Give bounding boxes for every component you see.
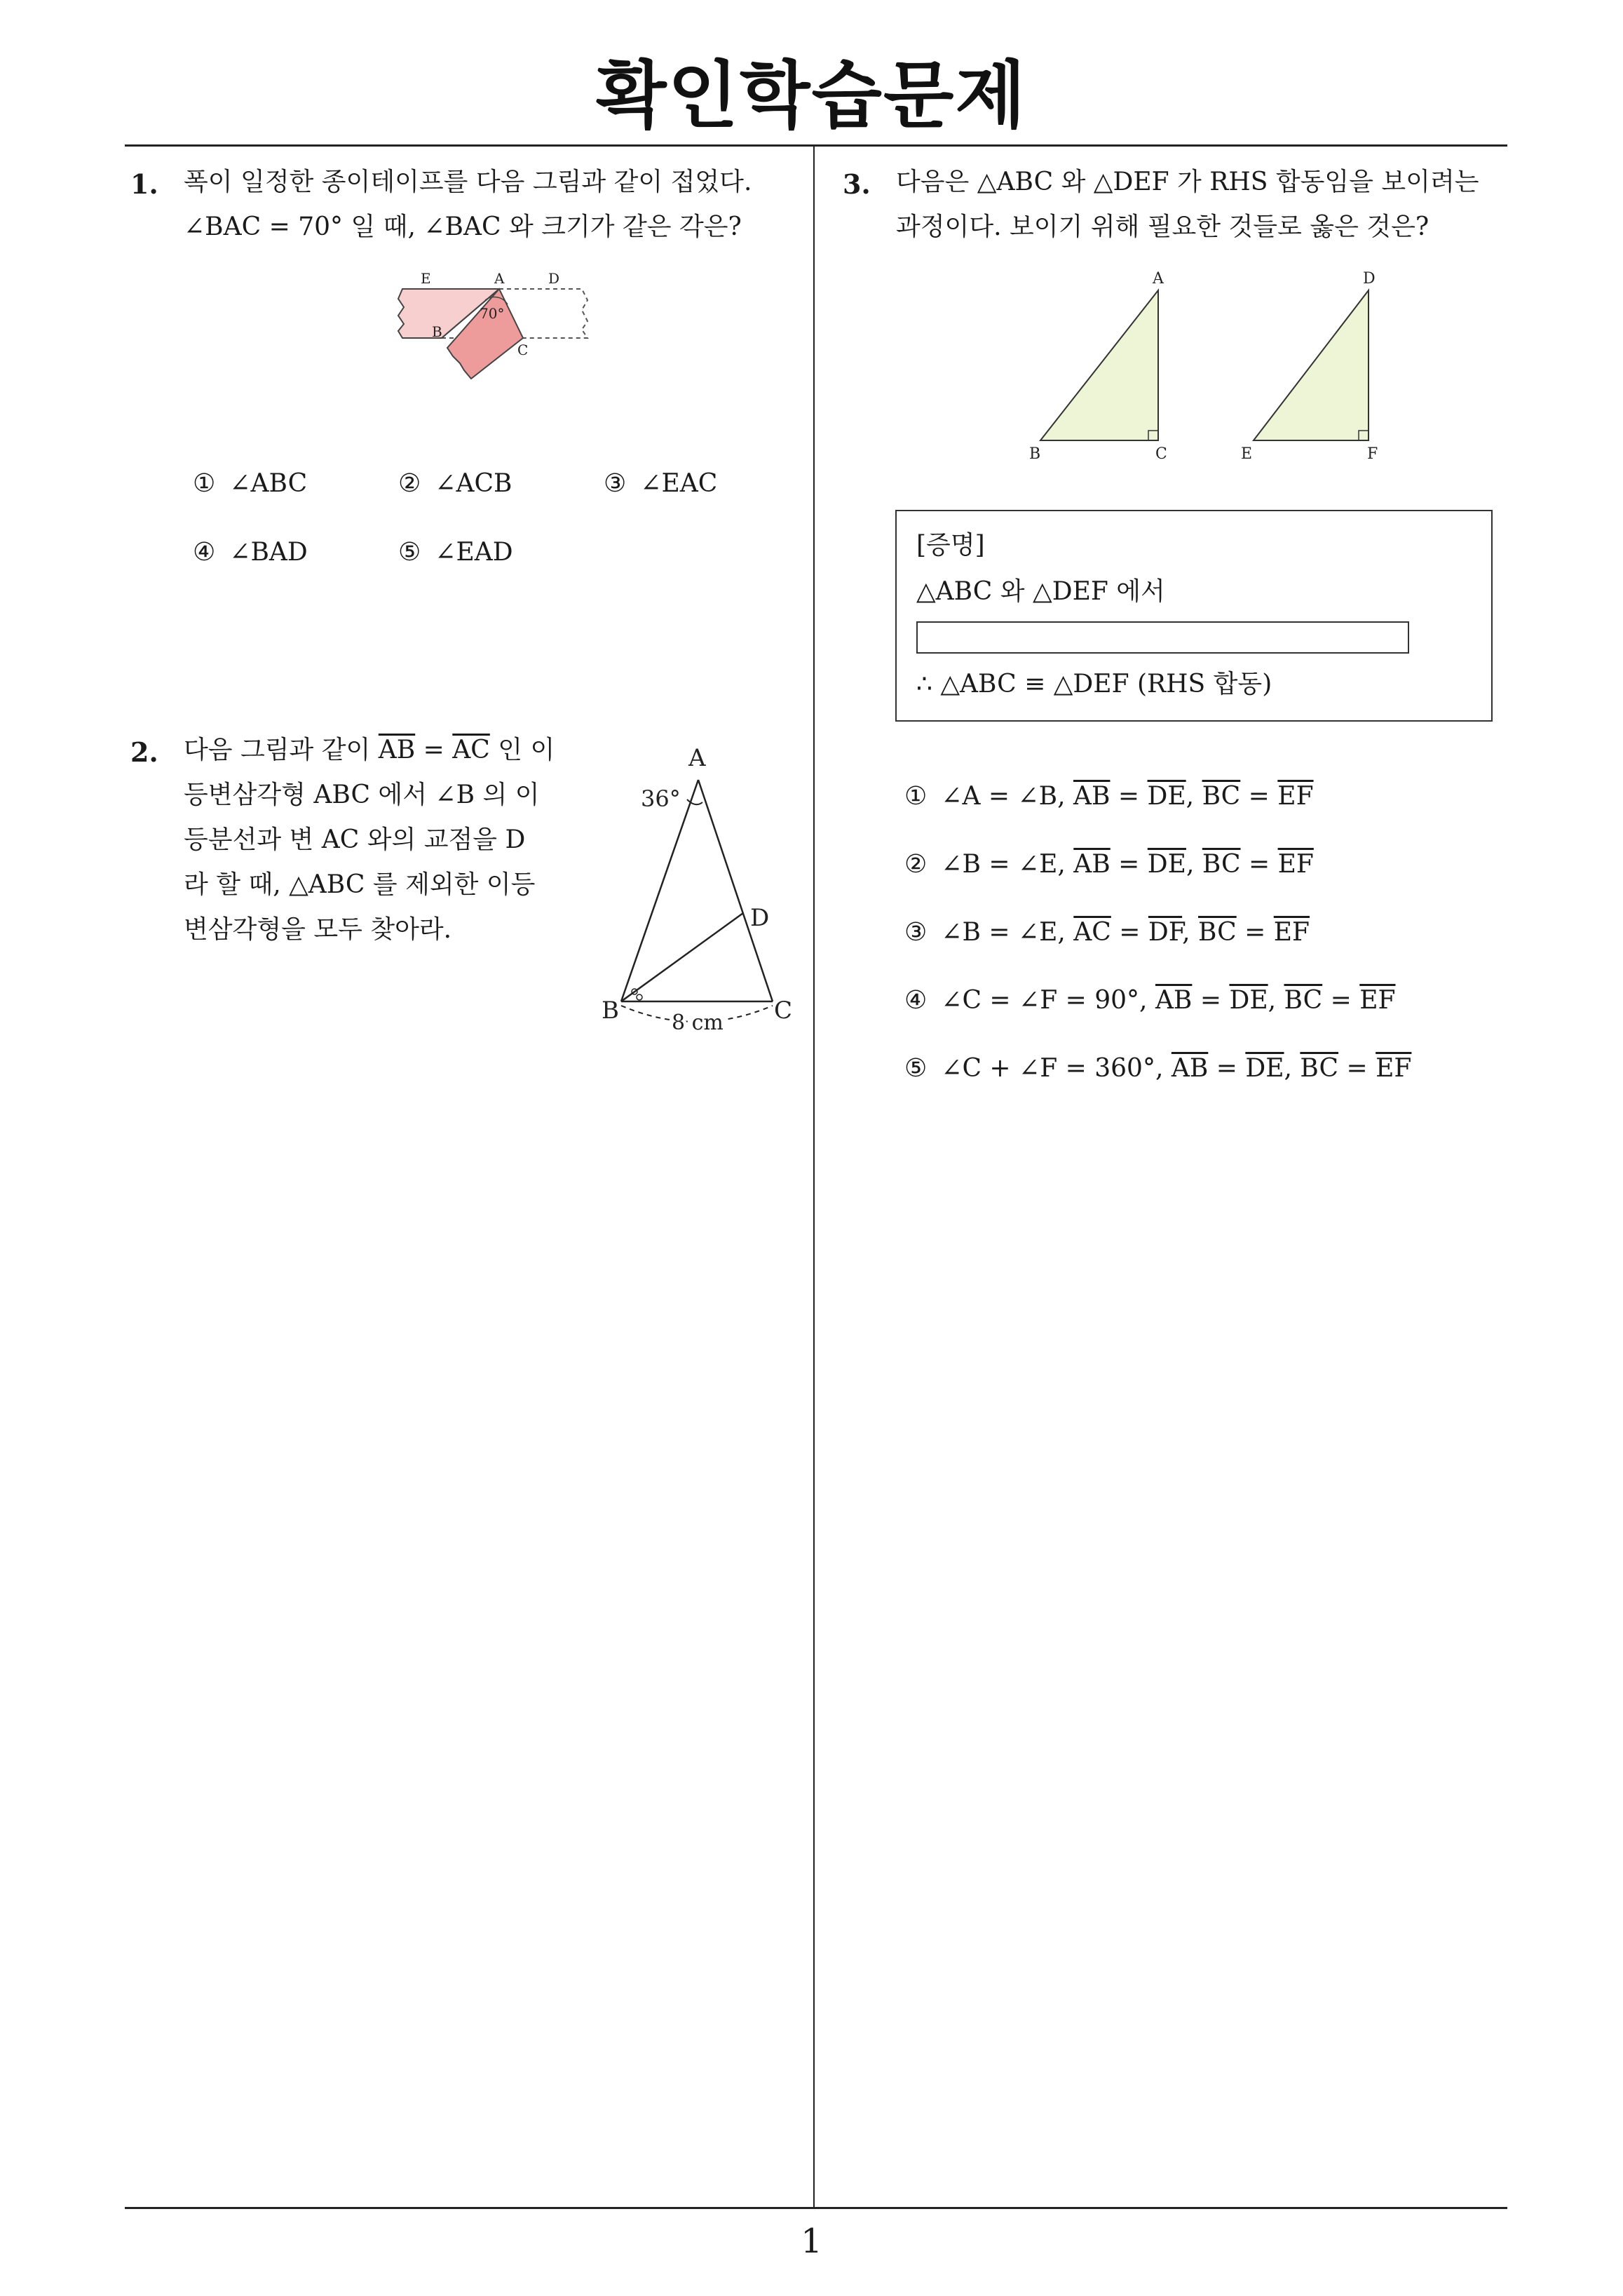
q3-number: 3. [843, 168, 871, 200]
segment-AC: $\overline{AC}$ [452, 736, 490, 764]
q1-option-5[interactable] [398, 540, 513, 565]
proof-line1: △ABC 와 △DEF 에서 [916, 577, 1165, 606]
q3-label-C: C [1155, 445, 1167, 463]
q3-label-D: D [1363, 270, 1376, 288]
option-text: ∠ACB [435, 469, 512, 498]
page-title: 확인학습문제 [596, 53, 1027, 138]
q2-line3: 등분선과 변 AC 와의 교점을 D [184, 825, 526, 854]
proof-conclusion: ∴ △ABC ≡ △DEF (RHS 합동) [916, 670, 1272, 698]
q1-label-A: A [494, 270, 505, 287]
q1-line2: ∠BAC = 70° 일 때, ∠BAC 와 크기가 같은 각은? [184, 212, 742, 241]
q2-label-A: A [688, 744, 706, 772]
q1-option-3[interactable] [604, 471, 717, 497]
q3-option-5[interactable]: ⑤ ∠C + ∠F = 360°, $\overline{AB} = \overline{DE}$, $\overline{BC} = \overline{EF}$ [904, 1054, 1412, 1083]
q3-option-3[interactable]: ③ ∠B = ∠E, $\overline{AC} = \overline{DF}$, $\overline{BC} = \overline{EF}$ [904, 918, 1310, 947]
q3-label-B: B [1029, 445, 1041, 463]
q1-line1: 폭이 일정한 종이테이프를 다음 그림과 같이 접었다. [184, 168, 752, 196]
option-text: ∠BAD [229, 538, 308, 567]
q2-label-C: C [774, 997, 793, 1025]
option-number: ③ [604, 469, 627, 498]
q1-label-C: C [517, 342, 529, 358]
page-number: 1 [801, 2222, 822, 2261]
q3-option-2[interactable]: ② ∠B = ∠E, $\overline{AB} = \overline{DE}$, $\overline{BC} = \overline{EF}$ [904, 850, 1314, 879]
q1-label-E: E [421, 270, 431, 287]
q1-option-2[interactable] [398, 471, 512, 497]
q1-label-D: D [548, 270, 560, 287]
q2-label-D: D [750, 904, 770, 932]
option-number: ④ [193, 538, 216, 567]
q3-option-4[interactable]: ④ ∠C = ∠F = 90°, $\overline{AB} = \overline{DE}$, $\overline{BC} = \overline{EF}$ [904, 986, 1396, 1015]
q2-line1: 다음 그림과 같이 $\overline{AB} = \overline{AC}$ 인 이 [184, 736, 555, 764]
q2-line4: 라 할 때, △ABC 를 제외한 이등 [184, 870, 536, 899]
segment-AB: $\overline{AB}$ [378, 736, 416, 764]
option-text: ∠EAC [640, 469, 718, 498]
q2-line5: 변삼각형을 모두 찾아라. [184, 915, 452, 944]
q1-angle-label: 70° [480, 305, 505, 322]
q1-number: 1. [130, 168, 158, 200]
top-rule [125, 144, 1507, 147]
q3-option-1[interactable]: ① ∠A = ∠B, $\overline{AB} = \overline{DE}$, $\overline{BC} = \overline{EF}$ [904, 782, 1314, 811]
q3-label-A: A [1153, 270, 1164, 288]
q1-paper-tape-figure [393, 266, 603, 393]
q3-right-triangles-figure [1024, 266, 1388, 470]
q2-angle-label: 36° [641, 785, 681, 812]
proof-blank-box[interactable] [916, 621, 1409, 654]
q3-line2: 과정이다. 보이기 위해 필요한 것들로 옳은 것은? [896, 212, 1430, 241]
option-text: ∠EAD [435, 538, 513, 567]
bottom-rule [125, 2207, 1507, 2209]
q2-label-B: B [602, 997, 619, 1025]
option-text: ∠ABC [229, 469, 308, 498]
q1-label-B: B [432, 323, 442, 340]
q2-line2: 등변삼각형 ABC 에서 ∠B 의 이 [184, 781, 540, 809]
q2-isosceles-triangle-figure [596, 736, 806, 1038]
q2-number: 2. [130, 736, 158, 768]
q3-line1: 다음은 △ABC 와 △DEF 가 RHS 합동임을 보이려는 [896, 168, 1479, 196]
option-number: ② [398, 469, 421, 498]
column-divider [813, 146, 815, 2208]
option-number: ① [193, 469, 216, 498]
q3-label-F: F [1367, 445, 1378, 463]
q1-option-1[interactable] [193, 471, 307, 497]
q1-option-4[interactable] [193, 540, 308, 565]
proof-heading: [증명] [916, 531, 985, 560]
option-number: ⑤ [398, 538, 421, 567]
q2-base-length-label: 8 cm [672, 1011, 724, 1035]
q3-label-E: E [1241, 445, 1253, 463]
